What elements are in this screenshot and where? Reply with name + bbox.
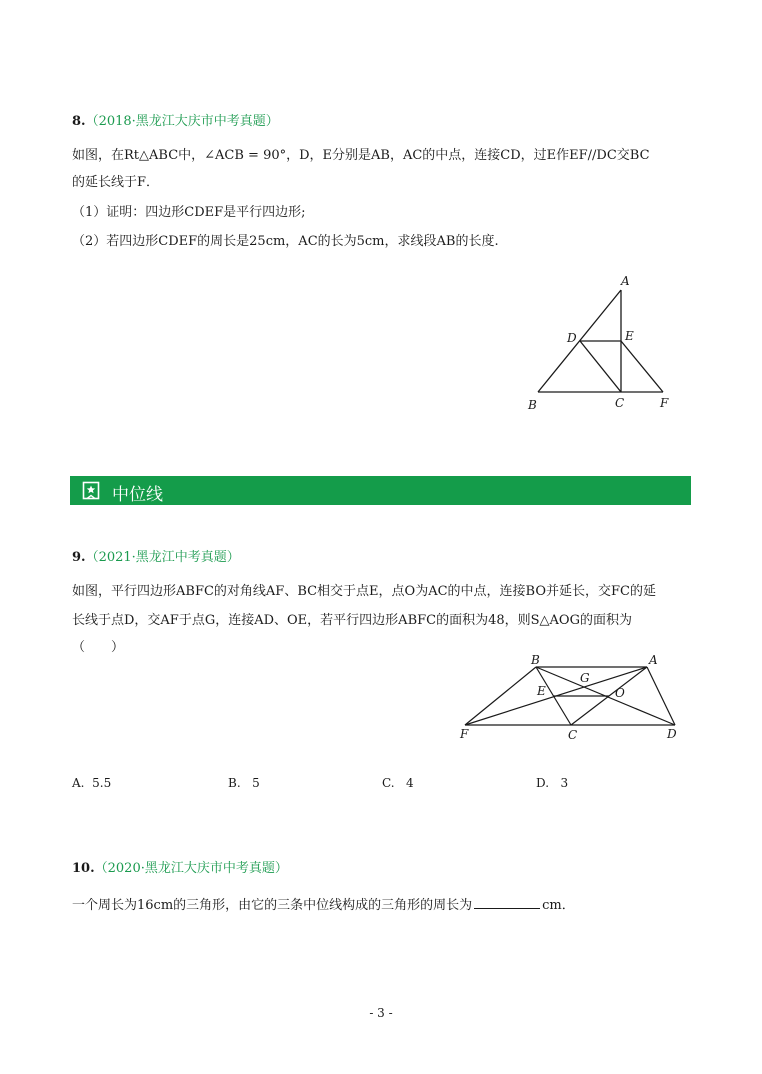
q9-segment-FB: [465, 667, 536, 725]
q8-label-F: F: [660, 396, 669, 410]
q9-label-A: A: [649, 653, 658, 667]
q9-label-B: B: [531, 653, 540, 667]
q9-header: [72, 546, 240, 565]
q10-answer-blank[interactable]: [474, 894, 540, 909]
q9-source: （2021·黑龙江中考真题）: [85, 550, 240, 565]
q9-option-c-label: C.: [382, 776, 395, 790]
bookmark-star-icon: [82, 481, 100, 500]
q9-line2: 长线于点D，交AF于点G，连接AD、OE，若平行四边形ABFC的面积为48，则S△AOG的面积为: [72, 613, 632, 628]
q8-segment-EF: [621, 341, 663, 392]
q8-segment-DC: [580, 341, 621, 392]
q8-line2: 的延长线于F．: [72, 175, 160, 190]
q10-text-before: 一个周长为16cm的三角形，由它的三条中位线构成的三角形的周长为: [72, 898, 473, 913]
q9-figure: [455, 650, 695, 750]
q8-label-C: C: [615, 396, 625, 410]
page-number: - 3 -: [369, 1006, 393, 1020]
q9-number: 9.: [72, 550, 86, 565]
q9-line3: （ ）: [72, 640, 125, 655]
q9-line1: 如图，平行四边形ABFC的对角线AF、BC相交于点E，点O为AC的中点，连接BO并延长，交FC的延: [72, 584, 656, 599]
q8-number: 8.: [72, 114, 86, 129]
q9-label-C: C: [568, 728, 578, 742]
q8-label-B: B: [528, 398, 537, 412]
q9-option-a-value: 5.5: [92, 776, 112, 790]
q9-label-O: O: [615, 686, 625, 700]
section-banner: [70, 476, 691, 505]
q8-line1: 如图，在Rt△ABC中，∠ACB = 90°，D，E分别是AB，AC的中点，连接CD，过E作EF//DC交BC: [72, 148, 650, 163]
q9-label-F: F: [460, 727, 469, 741]
q10-text: [72, 893, 575, 919]
q9-option-b-label: B.: [228, 776, 241, 790]
q9-label-G: G: [580, 671, 590, 685]
q9-option-d-label: D.: [536, 776, 550, 790]
q8-source: （2018·黑龙江大庆市中考真题）: [85, 114, 279, 129]
q9-option-a-label: A.: [72, 776, 85, 790]
q9-option-d[interactable]: [536, 776, 568, 790]
q9-label-E: E: [537, 684, 546, 698]
q10-text-after: cm．: [542, 898, 575, 913]
q8-figure-lines: [538, 290, 663, 392]
q9-label-D: D: [667, 727, 677, 741]
q10-number: 10.: [72, 861, 95, 876]
q9-option-d-value: 3: [560, 776, 569, 790]
q8-part2: （2）若四边形CDEF的周长是25cm，AC的长为5cm，求线段AB的长度.: [72, 234, 499, 249]
q9-figure-lines: [465, 667, 675, 725]
q8-header: [72, 110, 279, 129]
q9-option-c-value: 4: [406, 776, 414, 790]
q8-label-E: E: [625, 329, 634, 343]
q9-option-b-value: 5: [252, 776, 260, 790]
q8-label-A: A: [621, 274, 630, 288]
q8-part1: （1）证明：四边形CDEF是平行四边形;: [72, 205, 306, 220]
section-title: 中位线: [112, 485, 163, 505]
q10-source: （2020·黑龙江大庆市中考真题）: [94, 861, 288, 876]
q8-label-D: D: [567, 331, 577, 345]
q9-option-a[interactable]: [72, 776, 111, 790]
q9-option-c[interactable]: [382, 776, 414, 790]
q9-segment-AD: [647, 667, 675, 725]
q9-option-b[interactable]: [228, 776, 260, 790]
q8-figure: [520, 270, 680, 420]
q10-header: [72, 857, 288, 876]
